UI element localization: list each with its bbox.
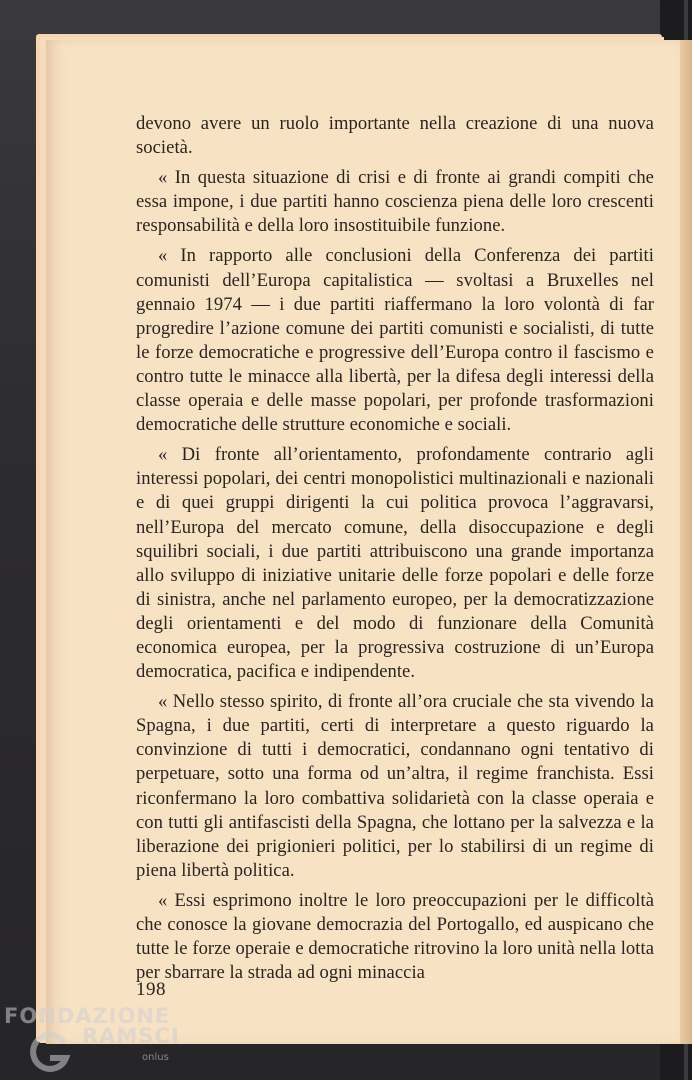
paragraph-3: « In rapporto alle conclusioni della Conferenza dei partiti comunisti dell’Europa capitalistica — svoltasi a Bruxelles nel gennaio 1974 — i due partiti riaffermano la loro volontà di far progredire l’azione comune dei partiti comunisti e socialisti, di tutte le forze democratiche e progressive dell’Europa contro il fascismo e contro tutte le minacce alla libertà, per la difesa degli interessi della classe operaia e delle masse popolari, per profonde trasformazioni democratiche delle strutture economiche e sociali. — [136, 245, 654, 436]
page-fold-shadow — [680, 40, 692, 1044]
page-number: 198 — [136, 979, 166, 1000]
watermark-line-3: onlus — [142, 1052, 169, 1063]
gramsci-logo-icon — [26, 1032, 72, 1072]
paragraph-4: « Di fronte all’orientamento, profondamente contrario agli interessi popolari, dei centri monopolistici multinazionali e nazionali e di quei gruppi dirigenti la cui politica provoca l’aggravarsi, nell’Europa del mercato comune, della disoccupazione e degli squilibri sociali, i due partiti attribuiscono una grande importanza allo sviluppo di iniziative unitarie delle forze popolari e delle forze di sinistra, anche nel parlamento europeo, per la democratizzazione degli orientamenti e del modo di funzionare della Comunità economica europea, per la progressiva costruzione di un’Europa democratica, pacifica e indipendente. — [136, 444, 654, 683]
body-text — [136, 112, 654, 991]
paragraph-5: « Nello stesso spirito, di fronte all’ora cruciale che sta vivendo la Spagna, i due partiti, certi di interpretare a questo riguardo la convinzione di tutti i democratici, condannano ogni tentativo di perpetuare, sotto una forma od un’altra, il regime franchista. Essi riconfermano la loro combattiva solidarietà con la classe operaia e con tutti gli antifascisti della Spagna, che lottano per la salvezza e la liberazione dei prigionieri politici, per lo stabilirsi di un regime di piena libertà politica. — [136, 691, 654, 881]
watermark-line-2: RAMSCI — [82, 1024, 180, 1048]
paragraph-2: « In questa situazione di crisi e di fronte ai grandi compiti che essa impone, i due partiti hanno coscienza piena delle loro crescenti responsabilità e della loro insostituibile funzione. — [136, 167, 654, 237]
paragraph-1: devono avere un ruolo importante nella creazione di una nuova società. — [136, 113, 654, 159]
watermark-line-1: FONDAZIONE — [4, 1004, 171, 1028]
paragraph-6: « Essi esprimono inoltre le loro preoccupazioni per le difficoltà che conosce la giovane democrazia del Portogallo, ed auspicano che tutte le forze operaie e democratiche ritrovino la loro unità nella lotta per sbarrare la strada ad ogni minaccia — [136, 889, 654, 984]
fondazione-gramsci-watermark — [4, 1004, 204, 1074]
